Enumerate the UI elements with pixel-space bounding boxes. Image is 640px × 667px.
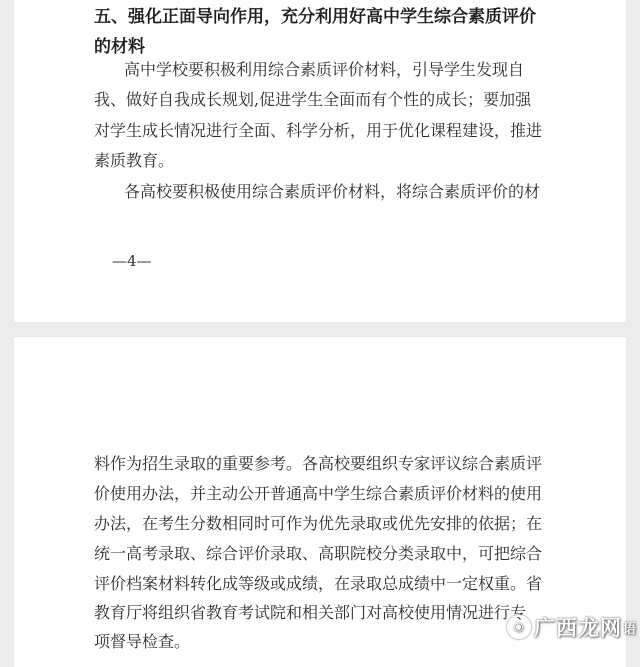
section-heading (94, 2, 594, 62)
paragraph-line: 评价档案材料转化成等级或成绩，在录取总成绩中一定权重。省 (94, 574, 543, 593)
paragraph-line: 料作为招生录取的重要参考。各高校要组织专家评议综合素质评 (94, 454, 543, 473)
paragraph-line: 项督导检查。 (94, 632, 191, 651)
watermark-logo-icon: ◉ (507, 615, 531, 639)
paragraph-line: 各高校要积极使用综合素质评价材料，将综合素质评价的材 (124, 182, 541, 201)
paragraph-line: 高中学校要积极利用综合素质评价材料，引导学生发现自 (124, 60, 525, 79)
watermark-suffix: 语 (623, 621, 638, 637)
paragraph-line: 我、做好自我成长规划,促进学生全面而有个性的成长；要加强 (94, 90, 532, 109)
paragraph-line: 教育厅将组织省教育考试院和相关部门对高校使用情况进行专 (94, 603, 527, 622)
paragraph-line: 价使用办法，并主动公开普通高中学生综合素质评价材料的使用 (94, 484, 543, 503)
paragraph-line: 对学生成长情况进行全面、科学分析，用于优化课程建设，推进 (94, 121, 543, 140)
watermark (507, 612, 637, 642)
watermark-text: 广西龙网 (534, 616, 622, 640)
page-number: —4— (112, 252, 152, 270)
paragraph-line: 统一高考录取、综合评价录取、高职院校分类录取中，可把综合 (94, 544, 543, 563)
section-heading-line-2: 的材料 (94, 37, 145, 57)
paragraph-line: 办法，在考生分数相同时可作为优先录取或优先安排的依据；在 (94, 514, 543, 533)
section-heading-line-1: 五、强化正面导向作用，充分利用好高中学生综合素质评价 (94, 7, 536, 27)
paragraph-line: 素质教育。 (94, 151, 175, 170)
document-page-1 (14, 0, 626, 322)
